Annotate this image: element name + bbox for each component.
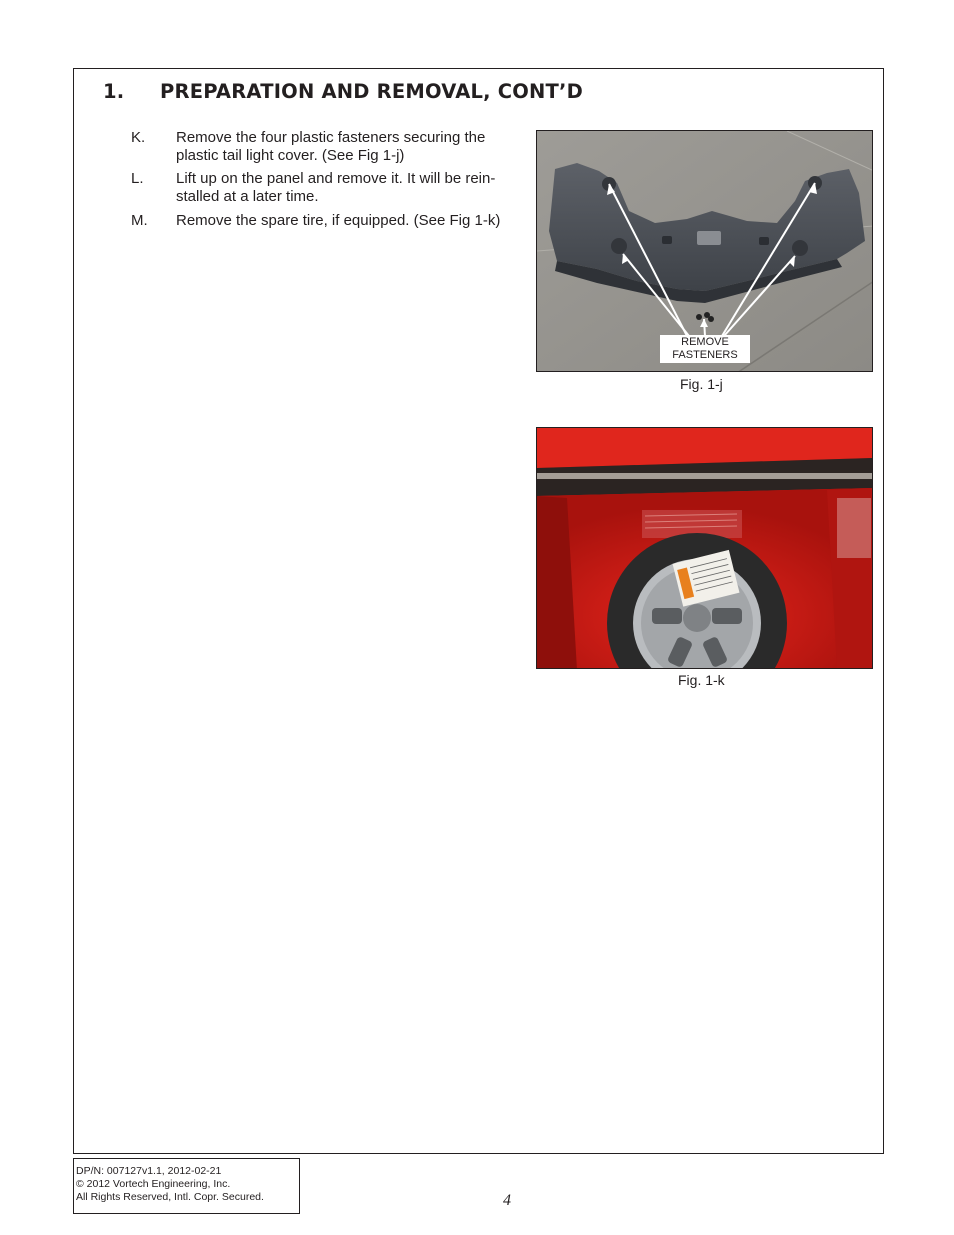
section-heading <box>103 80 583 103</box>
footer-copyright: © 2012 Vortech Engineering, Inc. <box>76 1178 231 1190</box>
step-letter: M. <box>131 212 148 229</box>
remove-fasteners-callout <box>660 335 750 363</box>
document-footer <box>73 1158 300 1214</box>
step-letter: K. <box>131 129 146 146</box>
step-text: Remove the spare tire, if equipped. (See Fig 1-k) <box>176 212 501 229</box>
footer-rights: All Rights Reserved, Intl. Copr. Secured. <box>76 1191 264 1203</box>
footer-part-number: DP/N: 007127v1.1, 2012-02-21 <box>76 1165 222 1177</box>
page-number: 4 <box>503 1192 511 1209</box>
callout-line: FASTENERS <box>672 349 738 361</box>
figure-1k-caption: Fig. 1-k <box>678 672 725 688</box>
step-text: Lift up on the panel and remove it. It will be rein-stalled at a later time. <box>176 170 496 205</box>
figure-1k-photo <box>536 427 873 669</box>
callout-line: REMOVE <box>681 336 729 348</box>
section-number: 1. <box>103 80 125 103</box>
section-title: PREPARATION AND REMOVAL, CONT’D <box>160 80 584 103</box>
trunk-spare-tire-photo <box>537 428 873 669</box>
figure-1j-caption: Fig. 1-j <box>680 376 723 392</box>
step-text: Remove the four plastic fasteners securing the plastic tail light cover. (See Fig 1-j) <box>176 129 486 164</box>
step-letter: L. <box>131 170 144 187</box>
